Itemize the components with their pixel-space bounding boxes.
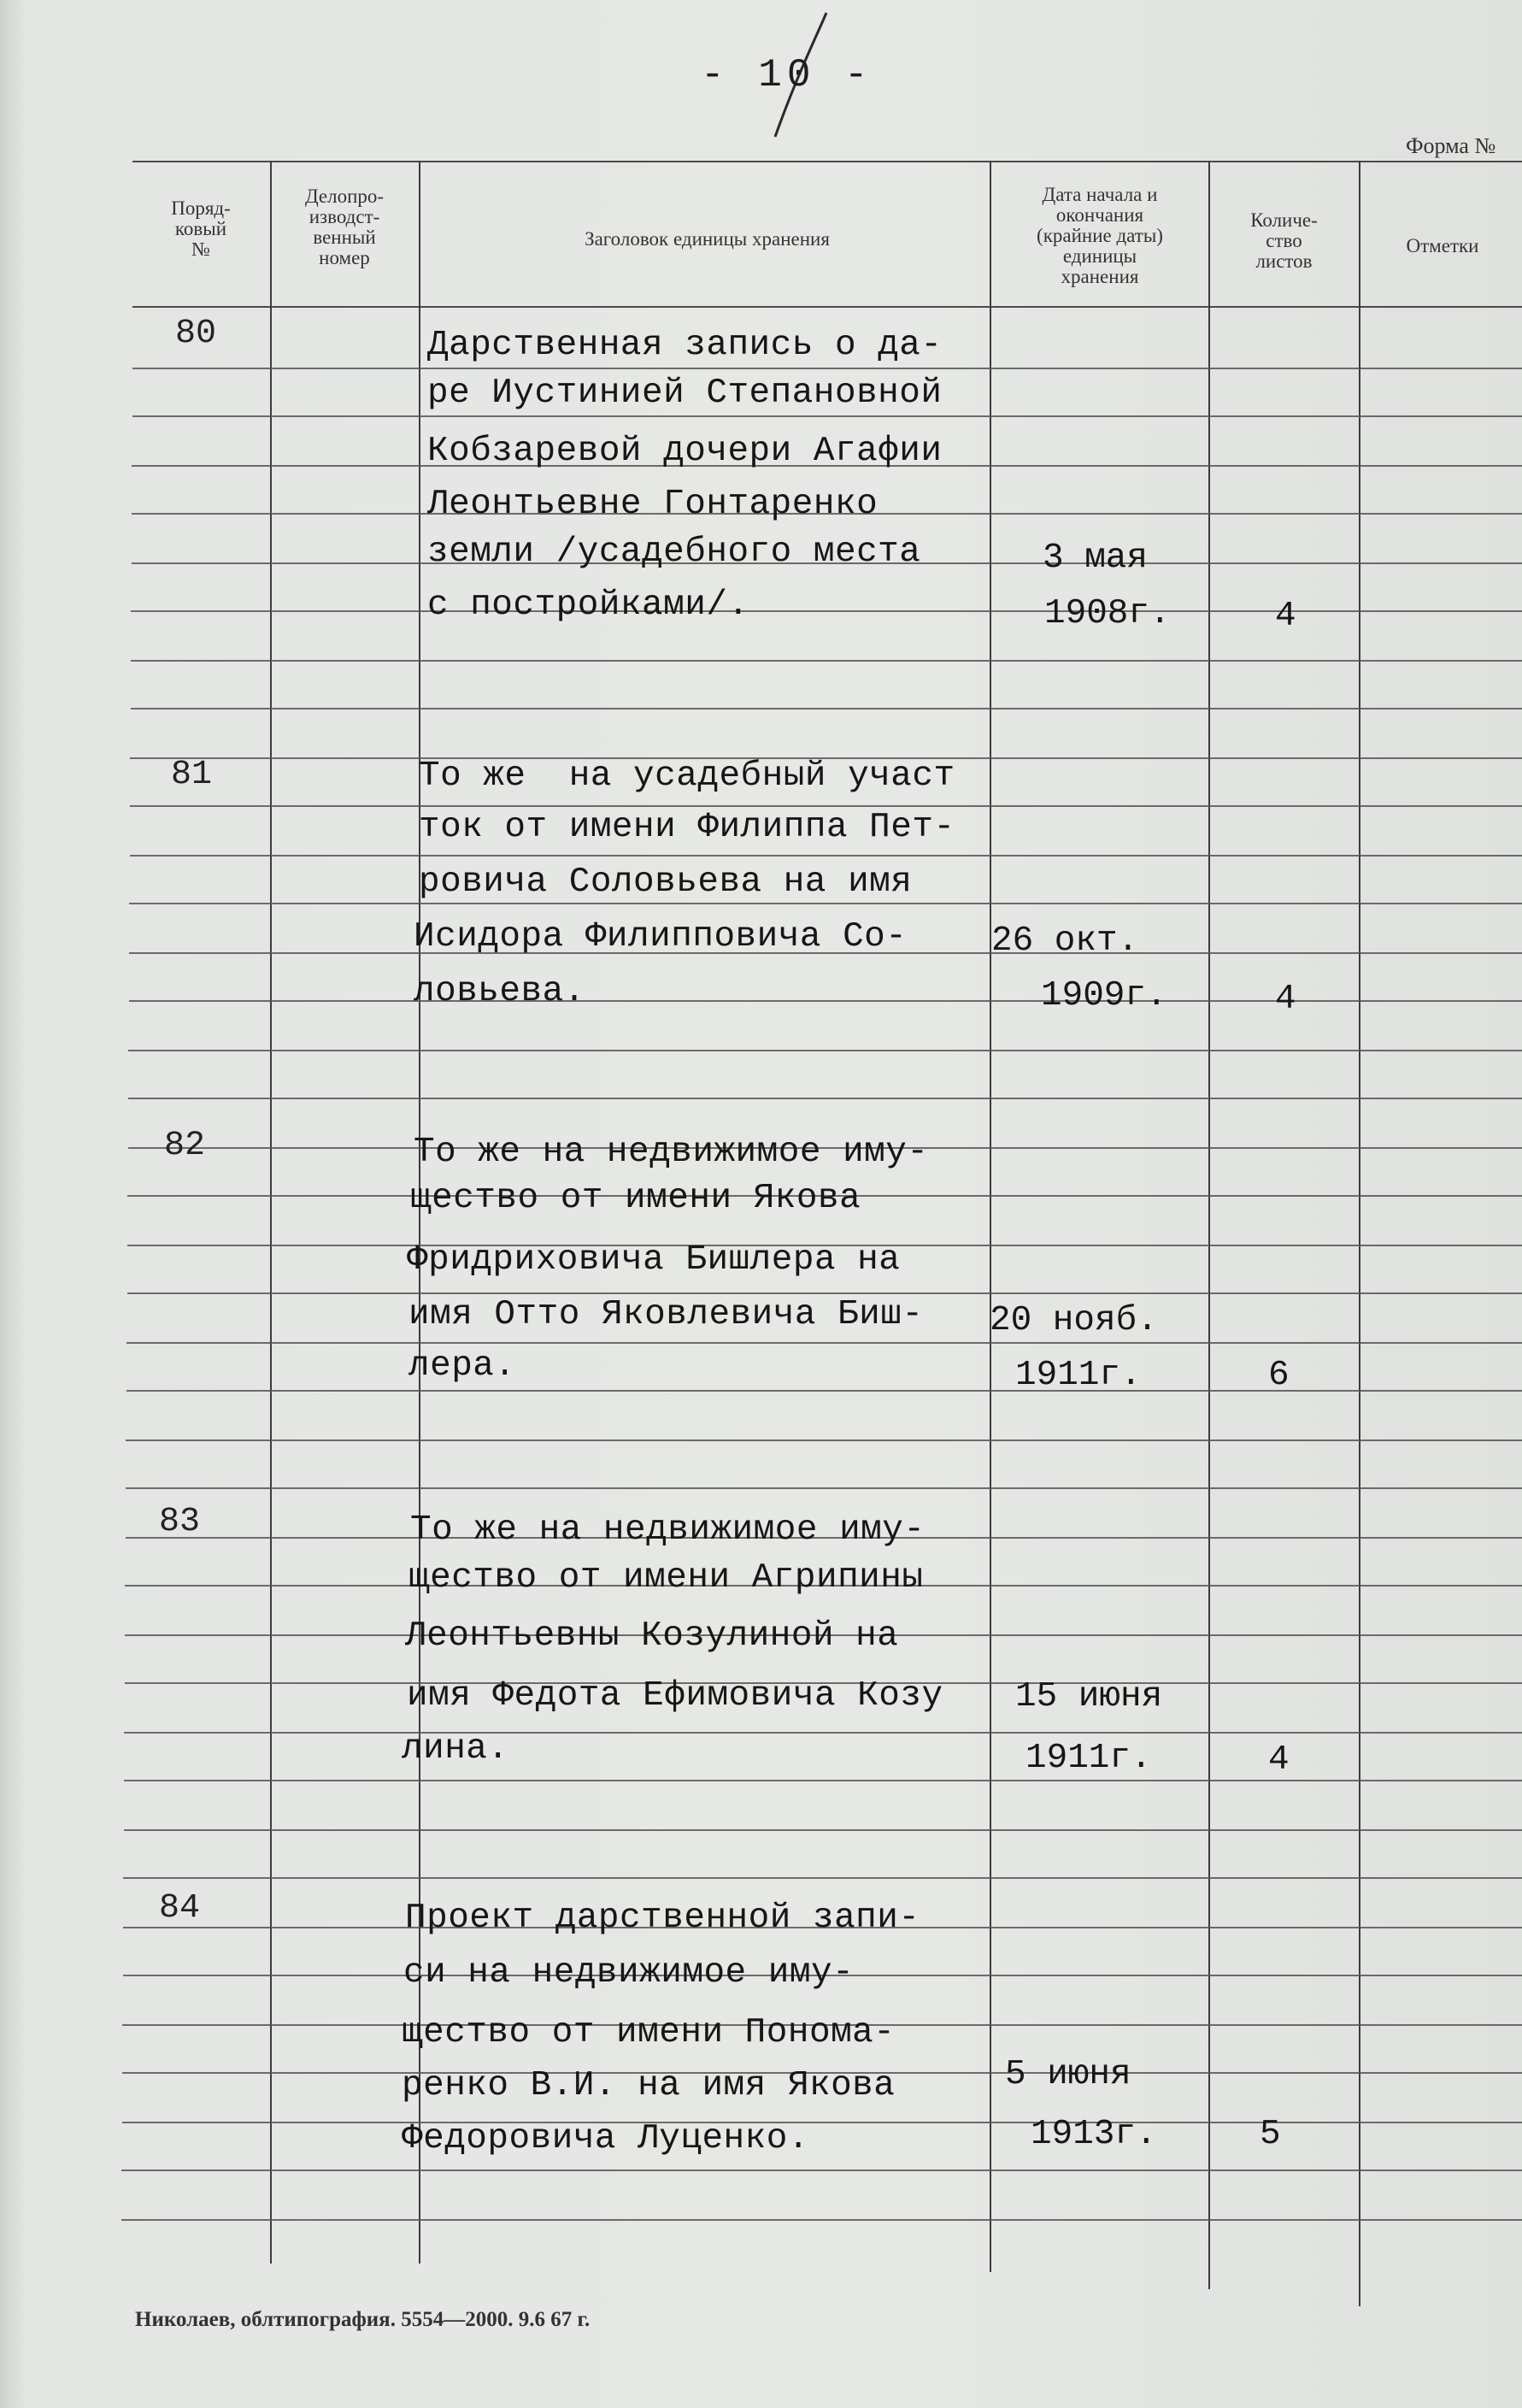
ruled-line	[131, 610, 1522, 612]
entry-title-line: имя Федота Ефимовича Козу	[407, 1676, 943, 1716]
entry-title-line: лина.	[402, 1729, 509, 1769]
ruled-line	[126, 1342, 1522, 1344]
ruled-line	[122, 2122, 1522, 2123]
header-case-number: Делопро- изводст- венный номер	[304, 185, 385, 268]
ruled-line	[124, 1732, 1522, 1734]
ruled-line	[129, 1000, 1522, 1002]
entry-date-day: 15 июня	[1015, 1677, 1163, 1716]
entry-number: 81	[171, 756, 213, 794]
entry-title-line: То же на усадебный участ	[419, 757, 955, 796]
entry-number: 80	[175, 315, 217, 353]
entry-title-line: Кобзаревой дочери Агафии	[427, 432, 943, 471]
header-dates: Дата начала и окончания (крайние даты) единицы хранения	[1037, 184, 1163, 287]
ruled-line	[121, 2219, 1522, 2221]
entry-date-year: 1911г.	[1025, 1739, 1152, 1778]
entry-date-year: 1908г.	[1044, 594, 1171, 633]
column-rule-1	[270, 161, 272, 2264]
entry-date-day: 26 окт.	[991, 921, 1139, 961]
entry-title-line: Исидора Филипповича Со-	[414, 917, 908, 957]
entry-sheet-count: 4	[1275, 980, 1296, 1019]
entry-date-day: 3 мая	[1043, 539, 1149, 578]
ruled-line	[124, 1829, 1522, 1831]
entry-title-line: щество от имени Агрипины	[408, 1558, 924, 1598]
header-top-rule	[132, 161, 1522, 162]
entry-title-line: щество от имени Понома-	[402, 2013, 896, 2052]
ruled-line	[128, 1098, 1522, 1099]
entry-title-line: Федоровича Луценко.	[402, 2119, 809, 2158]
ruled-line	[131, 708, 1522, 709]
entry-title-line: ренко В.И. на имя Якова	[402, 2066, 896, 2105]
ruled-line	[131, 660, 1522, 662]
entry-number: 83	[159, 1503, 201, 1541]
entry-title-line: Леонтьевны Козулиной на	[405, 1616, 899, 1656]
entry-date-day: 5 июня	[1005, 2055, 1131, 2094]
header-ordinal-number: Поряд- ковый №	[171, 197, 231, 260]
entry-title-line: лера.	[408, 1346, 516, 1386]
entry-title-line: ровича Соловьева на имя	[419, 863, 913, 902]
entry-title-line: То же на недвижимое иму-	[414, 1133, 929, 1172]
header-sheet-count: Количе- ство листов	[1250, 209, 1318, 272]
ruled-line	[126, 1440, 1522, 1441]
entry-title-line: с постройками/.	[427, 586, 749, 625]
entry-title-line: имя Отто Яковлевича Биш-	[408, 1295, 924, 1334]
header-storage-unit-title: Заголовок единицы хранения	[585, 228, 830, 250]
ruled-line	[128, 1050, 1522, 1051]
ruled-line	[126, 1487, 1522, 1489]
entry-sheet-count: 5	[1260, 2115, 1281, 2154]
entry-date-day: 20 нояб.	[990, 1301, 1158, 1340]
entry-sheet-count: 6	[1268, 1356, 1290, 1395]
entry-title-line: То же на недвижимое иму-	[410, 1510, 926, 1550]
entry-title-line: ре Иустинией Степановной	[427, 374, 943, 413]
entry-title-line: Фридриховича Бишлера на	[407, 1240, 901, 1280]
entry-date-year: 1913г.	[1031, 2115, 1157, 2154]
entry-sheet-count: 4	[1268, 1740, 1290, 1780]
column-rule-3	[990, 161, 991, 2272]
entry-title-line: ток от имени Филиппа Пет-	[419, 808, 955, 847]
entry-title-line: Леонтьевне Гонтаренко	[427, 485, 879, 524]
ruled-line	[121, 2170, 1522, 2171]
printer-imprint: Николаев, облтипография. 5554—2000. 9.6 67 г.	[135, 2308, 591, 2331]
ruled-line	[123, 1877, 1522, 1879]
form-label: Форма №	[1406, 133, 1496, 158]
column-rule-4	[1208, 161, 1210, 2289]
entry-sheet-count: 4	[1275, 597, 1296, 636]
entry-title-line: си на недвижимое иму-	[403, 1953, 855, 1993]
ruled-line	[126, 1390, 1522, 1392]
header-remarks: Отметки	[1406, 235, 1479, 256]
entry-date-year: 1911г.	[1015, 1356, 1142, 1395]
ruled-line	[130, 855, 1522, 857]
entry-date-year: 1909г.	[1041, 976, 1167, 1016]
page-number: - 10 -	[701, 53, 873, 97]
entry-title-line: Дарственная запись о да-	[427, 326, 943, 365]
header-bottom-rule	[132, 306, 1522, 308]
entry-title-line: земли /усадебного места	[427, 533, 921, 572]
entry-number: 84	[159, 1889, 201, 1928]
entry-number: 82	[164, 1127, 206, 1165]
ruled-line	[124, 1780, 1522, 1781]
entry-title-line: Проект дарственной запи-	[405, 1899, 920, 1938]
entry-title-line: ловьева.	[414, 972, 585, 1011]
column-rule-5	[1359, 161, 1360, 2306]
entry-title-line: щество от имени Якова	[410, 1179, 861, 1218]
